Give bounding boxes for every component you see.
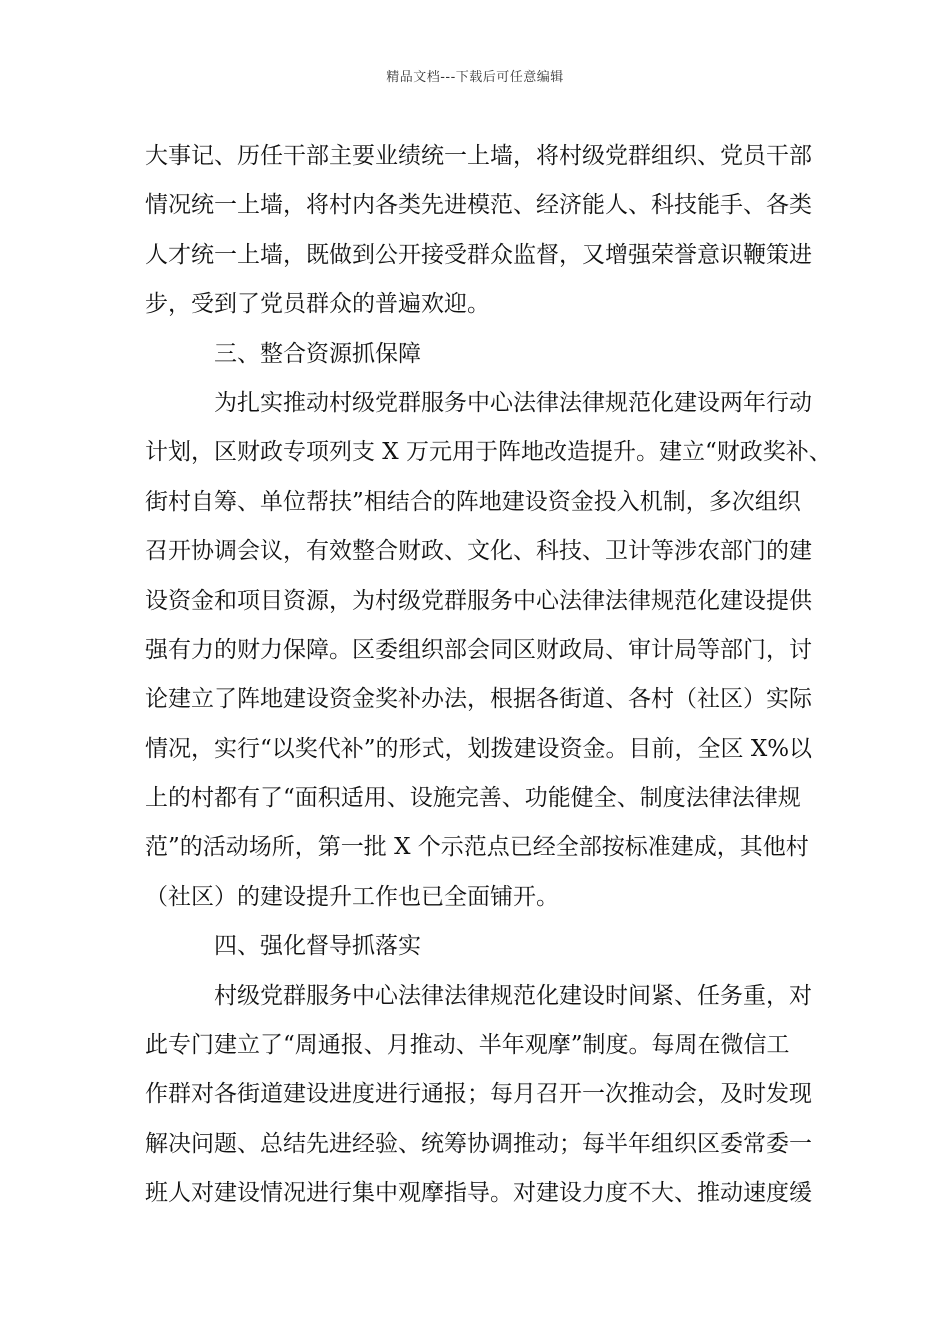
text-line: 范”的活动场所，第一批 X 个示范点已经全部按标准建成，其他村 bbox=[145, 834, 809, 861]
text-line: 四、强化督导抓落实 bbox=[214, 933, 421, 960]
text-line: 大事记、历任干部主要业绩统一上墙，将村级党群组织、党员干部 bbox=[145, 143, 812, 169]
text-line: 为扎实推动村级党群服务中心法律法律规范化建设两年行动 bbox=[214, 389, 812, 416]
text-line: 此专门建立了“周通报、月推动、半年观摩”制度。每周在微信工 bbox=[145, 1032, 790, 1059]
text-line: 论建立了阵地建设资金奖补办法，根据各街道、各村（社区）实际 bbox=[145, 686, 812, 713]
text-line: 解决问题、总结先进经验、统筹协调推动；每半年组织区委常委一 bbox=[145, 1130, 812, 1157]
text-line: 街村自筹、单位帮扶”相结合的阵地建设资金投入机制，多次组织 bbox=[145, 488, 801, 515]
text-line: 步，受到了党员群众的普遍欢迎。 bbox=[145, 291, 490, 318]
page-header: 精品文档---下载后可任意编辑 bbox=[386, 70, 564, 85]
text-line: 上的村都有了“面积适用、设施完善、功能健全、制度法律法律规 bbox=[145, 785, 801, 812]
text-line: 设资金和项目资源，为村级党群服务中心法律法律规范化建设提供 bbox=[145, 587, 812, 614]
text-line: 强有力的财力保障。区委组织部会同区财政局、审计局等部门，讨 bbox=[145, 636, 812, 663]
text-line: 召开协调会议，有效整合财政、文化、科技、卫计等涉农部门的建 bbox=[145, 538, 812, 565]
text-line: 三、整合资源抓保障 bbox=[214, 340, 421, 367]
text-line: （社区）的建设提升工作也已全面铺开。 bbox=[145, 883, 559, 910]
document-body bbox=[145, 132, 832, 1219]
text-line: 作群对各街道建设进度进行通报；每月召开一次推动会，及时发现 bbox=[145, 1081, 812, 1108]
text-line: 人才统一上墙，既做到公开接受群众监督，又增强荣誉意识鞭策进 bbox=[145, 241, 812, 268]
text-line: 班人对建设情况进行集中观摩指导。对建设力度不大、推动速度缓 bbox=[145, 1180, 812, 1207]
text-line: 村级党群服务中心法律法律规范化建设时间紧、任务重，对 bbox=[214, 982, 812, 1009]
text-line: 情况统一上墙，将村内各类先进模范、经济能人、科技能手、各类 bbox=[145, 192, 812, 219]
text-line: 情况，实行“以奖代补”的形式，划拨建设资金。目前，全区 X%以 bbox=[145, 735, 813, 762]
text-line: 计划，区财政专项列支 X 万元用于阵地改造提升。建立“财政奖补、 bbox=[145, 439, 832, 466]
